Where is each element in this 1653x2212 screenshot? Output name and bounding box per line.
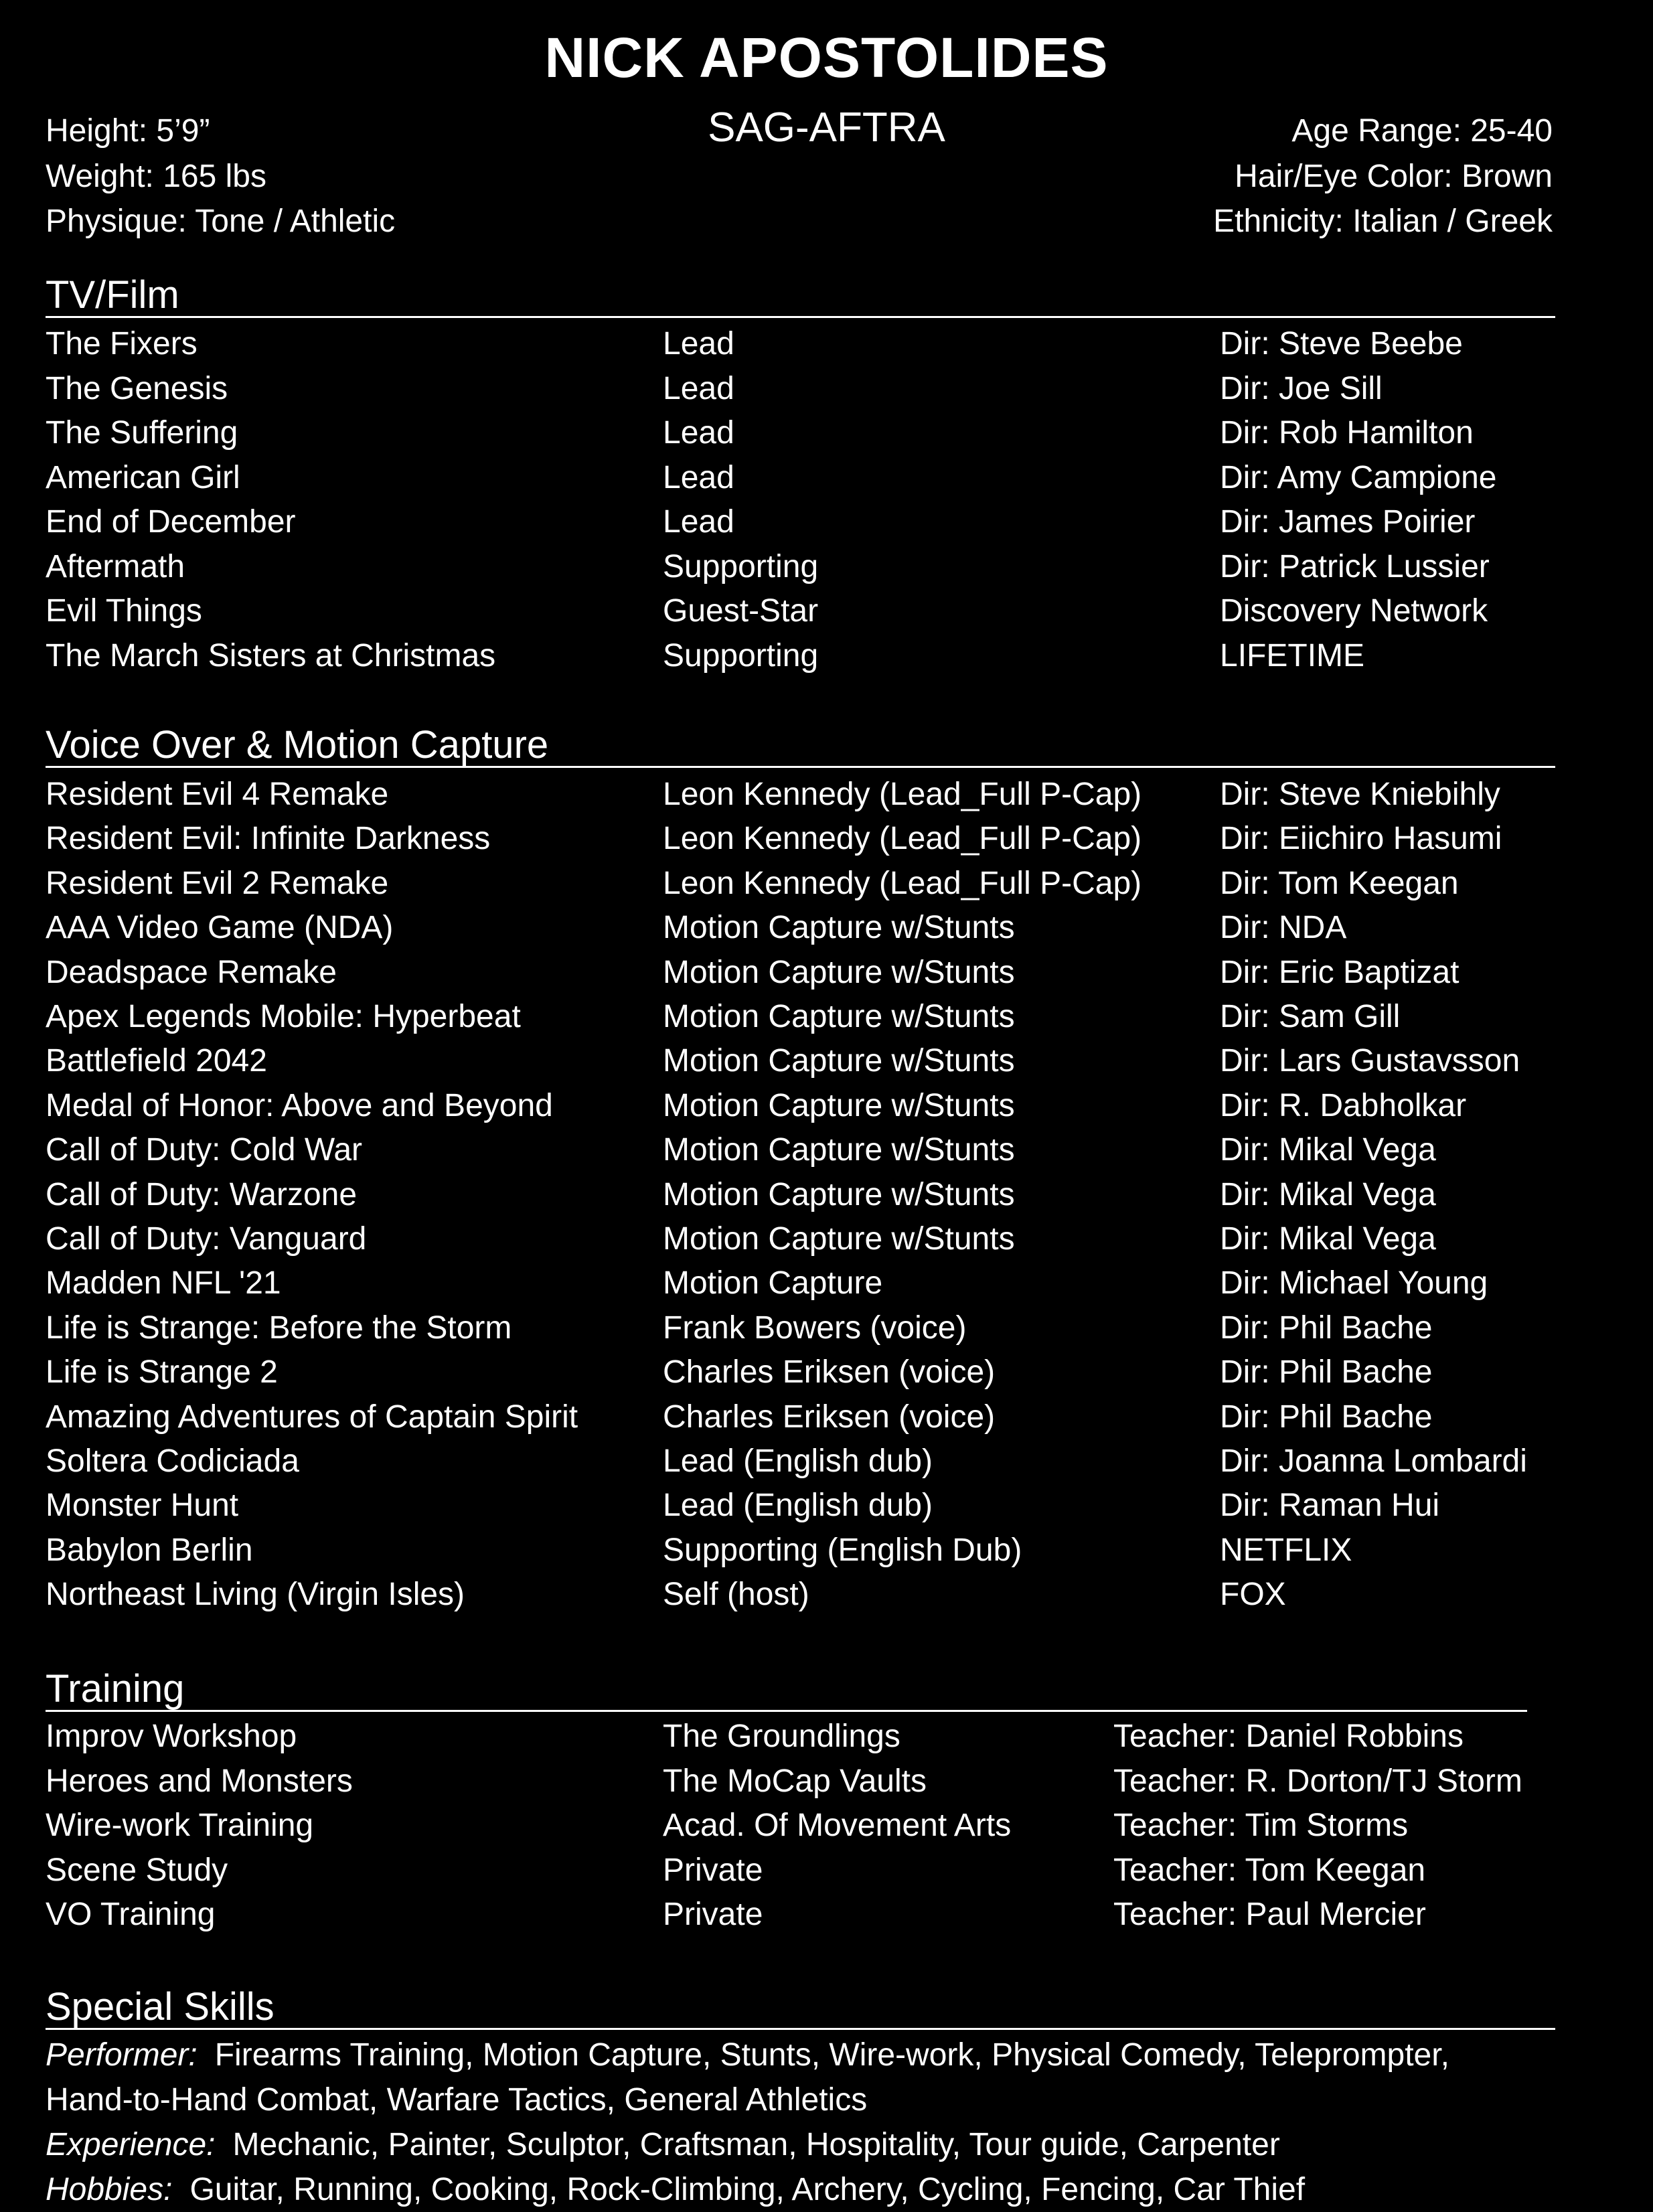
tv-film-row-credit: Dir: Patrick Lussier: [1220, 548, 1490, 584]
experience-text: Mechanic, Painter, Sculptor, Craftsman, Hospitality, Tour guide, Carpenter: [232, 2127, 1280, 2162]
voice-over-row: [0, 1484, 1653, 1528]
voice-over-row-role: Leon Kennedy (Lead_Full P-Cap): [663, 821, 1142, 857]
performer-skills: [46, 2033, 1449, 2077]
voice-over-row-role: Motion Capture w/Stunts: [663, 999, 1015, 1034]
special-skills-heading: Special Skills: [46, 1988, 1555, 2030]
tv-film-row-credit: Dir: Rob Hamilton: [1220, 415, 1474, 451]
tv-film-row-title: American Girl: [46, 459, 240, 495]
voice-over-row-credit: Dir: R. Dabholkar: [1220, 1087, 1467, 1123]
voice-over-row-credit: Dir: Mikal Vega: [1220, 1176, 1436, 1212]
age-range-stat: Age Range: 25-40: [1291, 113, 1553, 149]
voice-over-row-title: Call of Duty: Cold War: [46, 1132, 363, 1168]
voice-over-row-role: Motion Capture: [663, 1265, 883, 1301]
voice-over-row-role: Motion Capture w/Stunts: [663, 910, 1015, 946]
tv-film-row-title: The March Sisters at Christmas: [46, 637, 496, 674]
voice-over-row-title: Amazing Adventures of Captain Spirit: [46, 1399, 578, 1435]
weight-stat: Weight: 165 lbs: [46, 159, 266, 194]
training-row-title: Scene Study: [46, 1852, 228, 1888]
voice-over-row: [0, 817, 1653, 861]
tv-film-row-credit: LIFETIME: [1220, 637, 1365, 674]
voice-over-row: [0, 1039, 1653, 1083]
voice-over-heading: Voice Over & Motion Capture: [46, 726, 1555, 768]
tv-film-row: [0, 500, 1653, 544]
training-row: [0, 1759, 1653, 1804]
performer-line-1: Firearms Training, Motion Capture, Stunts, Wire-work, Physical Comedy, Teleprompter,: [214, 2037, 1449, 2073]
voice-over-row-title: Babylon Berlin: [46, 1532, 253, 1568]
training-row-role: Acad. Of Movement Arts: [663, 1808, 1012, 1843]
tv-film-row-credit: Dir: Amy Campione: [1220, 459, 1497, 495]
voice-over-row: [0, 995, 1653, 1039]
voice-over-row-credit: Dir: Joanna Lombardi: [1220, 1443, 1527, 1479]
training-row-role: Private: [663, 1897, 763, 1932]
training-row: [0, 1715, 1653, 1759]
voice-over-row-title: Monster Hunt: [46, 1488, 239, 1524]
voice-over-row-title: Deadspace Remake: [46, 954, 337, 990]
tv-film-row-title: End of December: [46, 504, 296, 540]
tv-film-row-credit: Dir: Steve Beebe: [1220, 326, 1463, 362]
voice-over-row: [0, 862, 1653, 906]
tv-film-row: [0, 545, 1653, 589]
training-row: [0, 1893, 1653, 1937]
tv-film-row-title: The Genesis: [46, 370, 228, 406]
voice-over-row-credit: Dir: Phil Bache: [1220, 1399, 1433, 1435]
tv-film-row-role: Lead: [663, 415, 734, 451]
voice-over-row-title: Life is Strange: Before the Storm: [46, 1310, 512, 1346]
voice-over-row: [0, 1306, 1653, 1350]
performer-line-2: Hand-to-Hand Combat, Warfare Tactics, General Athletics: [46, 2082, 868, 2118]
training-row-credit: Teacher: Tom Keegan: [1113, 1852, 1426, 1888]
tv-film-row-role: Lead: [663, 459, 734, 495]
training-row-role: Private: [663, 1852, 763, 1888]
voice-over-row-credit: Dir: Michael Young: [1220, 1265, 1488, 1301]
voice-over-row-credit: Dir: Raman Hui: [1220, 1488, 1440, 1524]
voice-over-row-credit: Dir: NDA: [1220, 910, 1347, 946]
voice-over-row-role: Charles Eriksen (voice): [663, 1399, 996, 1435]
voice-over-row-title: Resident Evil: Infinite Darkness: [46, 821, 491, 857]
voice-over-row-title: Apex Legends Mobile: Hyperbeat: [46, 999, 521, 1034]
voice-over-row-role: Supporting (English Dub): [663, 1532, 1022, 1568]
tv-film-row-title: Evil Things: [46, 593, 202, 629]
tv-film-row-credit: Discovery Network: [1220, 593, 1488, 629]
physique-stat: Physique: Tone / Athletic: [46, 204, 396, 239]
voice-over-row-title: Resident Evil 4 Remake: [46, 777, 389, 812]
voice-over-row: [0, 1528, 1653, 1573]
tv-film-row-role: Supporting: [663, 637, 819, 674]
voice-over-row-credit: Dir: Mikal Vega: [1220, 1132, 1436, 1168]
voice-over-row-role: Frank Bowers (voice): [663, 1310, 967, 1346]
voice-over-row-role: Motion Capture w/Stunts: [663, 1176, 1015, 1212]
voice-over-row-title: Northeast Living (Virgin Isles): [46, 1577, 465, 1613]
performer-label: Performer:: [46, 2037, 198, 2073]
voice-over-row-role: Leon Kennedy (Lead_Full P-Cap): [663, 865, 1142, 901]
voice-over-row-role: Self (host): [663, 1577, 809, 1613]
training-heading: Training: [46, 1670, 1527, 1712]
training-row-credit: Teacher: Tim Storms: [1113, 1808, 1409, 1843]
experience-label: Experience:: [46, 2127, 216, 2162]
hobbies-skills: [46, 2168, 1305, 2212]
tv-film-row-title: The Fixers: [46, 326, 198, 362]
tv-film-row-credit: Dir: James Poirier: [1220, 504, 1476, 540]
voice-over-row-title: Battlefield 2042: [46, 1043, 267, 1079]
tv-film-row-credit: Dir: Joe Sill: [1220, 370, 1383, 406]
voice-over-row-title: AAA Video Game (NDA): [46, 910, 394, 946]
voice-over-row-credit: Dir: Eric Baptizat: [1220, 954, 1460, 990]
voice-over-row: [0, 1573, 1653, 1617]
voice-over-row-title: Soltera Codiciada: [46, 1443, 299, 1479]
voice-over-row-credit: Dir: Steve Kniebihly: [1220, 777, 1500, 812]
training-row: [0, 1848, 1653, 1893]
training-row-role: The MoCap Vaults: [663, 1763, 927, 1799]
experience-skills: [46, 2123, 1280, 2167]
hair-eye-stat: Hair/Eye Color: Brown: [1235, 159, 1553, 194]
voice-over-row-role: Motion Capture w/Stunts: [663, 954, 1015, 990]
tv-film-row-role: Lead: [663, 504, 734, 540]
voice-over-row-role: Leon Kennedy (Lead_Full P-Cap): [663, 777, 1142, 812]
voice-over-row-role: Lead (English dub): [663, 1443, 933, 1479]
training-row-credit: Teacher: Paul Mercier: [1113, 1897, 1426, 1932]
voice-over-row-credit: Dir: Sam Gill: [1220, 999, 1401, 1034]
voice-over-row-credit: Dir: Tom Keegan: [1220, 865, 1459, 901]
voice-over-row-role: Motion Capture w/Stunts: [663, 1087, 1015, 1123]
tv-film-heading: TV/Film: [46, 276, 1555, 318]
voice-over-row-credit: Dir: Eiichiro Hasumi: [1220, 821, 1502, 857]
training-row-title: VO Training: [46, 1897, 216, 1932]
tv-film-row: [0, 456, 1653, 500]
voice-over-row-credit: Dir: Mikal Vega: [1220, 1221, 1436, 1257]
voice-over-row-title: Medal of Honor: Above and Beyond: [46, 1087, 553, 1123]
voice-over-row-role: Motion Capture w/Stunts: [663, 1221, 1015, 1257]
voice-over-row-role: Motion Capture w/Stunts: [663, 1132, 1015, 1168]
voice-over-row-credit: FOX: [1220, 1577, 1286, 1613]
training-row-credit: Teacher: Daniel Robbins: [1113, 1719, 1464, 1754]
tv-film-row-role: Supporting: [663, 548, 819, 584]
voice-over-row: [0, 1395, 1653, 1439]
voice-over-row-credit: NETFLIX: [1220, 1532, 1352, 1568]
training-row-title: Improv Workshop: [46, 1719, 297, 1754]
voice-over-row: [0, 1084, 1653, 1128]
tv-film-row: [0, 411, 1653, 455]
voice-over-row-credit: Dir: Phil Bache: [1220, 1310, 1433, 1346]
training-row-title: Heroes and Monsters: [46, 1763, 353, 1799]
voice-over-row: [0, 1261, 1653, 1306]
voice-over-row: [0, 1173, 1653, 1217]
voice-over-row-role: Motion Capture w/Stunts: [663, 1043, 1015, 1079]
voice-over-row-title: Resident Evil 2 Remake: [46, 865, 389, 901]
voice-over-row-role: Charles Eriksen (voice): [663, 1354, 996, 1391]
training-row-role: The Groundlings: [663, 1719, 900, 1754]
voice-over-row: [0, 1439, 1653, 1484]
tv-film-row-title: Aftermath: [46, 548, 185, 584]
ethnicity-stat: Ethnicity: Italian / Greek: [1213, 204, 1553, 239]
training-row-title: Wire-work Training: [46, 1808, 314, 1843]
tv-film-row-role: Guest-Star: [663, 593, 819, 629]
voice-over-row-title: Madden NFL '21: [46, 1265, 281, 1301]
training-row: [0, 1804, 1653, 1848]
actor-name: NICK APOSTOLIDES: [544, 26, 1109, 89]
voice-over-row: [0, 773, 1653, 817]
tv-film-row-title: The Suffering: [46, 415, 238, 451]
tv-film-row: [0, 322, 1653, 366]
tv-film-row: [0, 589, 1653, 633]
height-stat: Height: 5’9”: [46, 113, 210, 149]
voice-over-row-credit: Dir: Phil Bache: [1220, 1354, 1433, 1391]
voice-over-row: [0, 1128, 1653, 1172]
voice-over-row: [0, 1217, 1653, 1261]
voice-over-row-credit: Dir: Lars Gustavsson: [1220, 1043, 1520, 1079]
voice-over-row: [0, 951, 1653, 995]
tv-film-row: [0, 367, 1653, 411]
voice-over-row-title: Call of Duty: Warzone: [46, 1176, 358, 1212]
voice-over-row: [0, 906, 1653, 950]
voice-over-row-title: Call of Duty: Vanguard: [46, 1221, 367, 1257]
tv-film-row-role: Lead: [663, 326, 734, 362]
voice-over-row-title: Life is Strange 2: [46, 1354, 278, 1391]
voice-over-row-role: Lead (English dub): [663, 1488, 933, 1524]
hobbies-label: Hobbies:: [46, 2172, 173, 2207]
training-row-credit: Teacher: R. Dorton/TJ Storm: [1113, 1763, 1522, 1799]
union-affiliation: SAG-AFTRA: [708, 104, 945, 151]
tv-film-row: [0, 634, 1653, 678]
voice-over-row: [0, 1350, 1653, 1395]
tv-film-row-role: Lead: [663, 370, 734, 406]
hobbies-text: Guitar, Running, Cooking, Rock-Climbing, Archery, Cycling, Fencing, Car Thief: [189, 2172, 1306, 2207]
